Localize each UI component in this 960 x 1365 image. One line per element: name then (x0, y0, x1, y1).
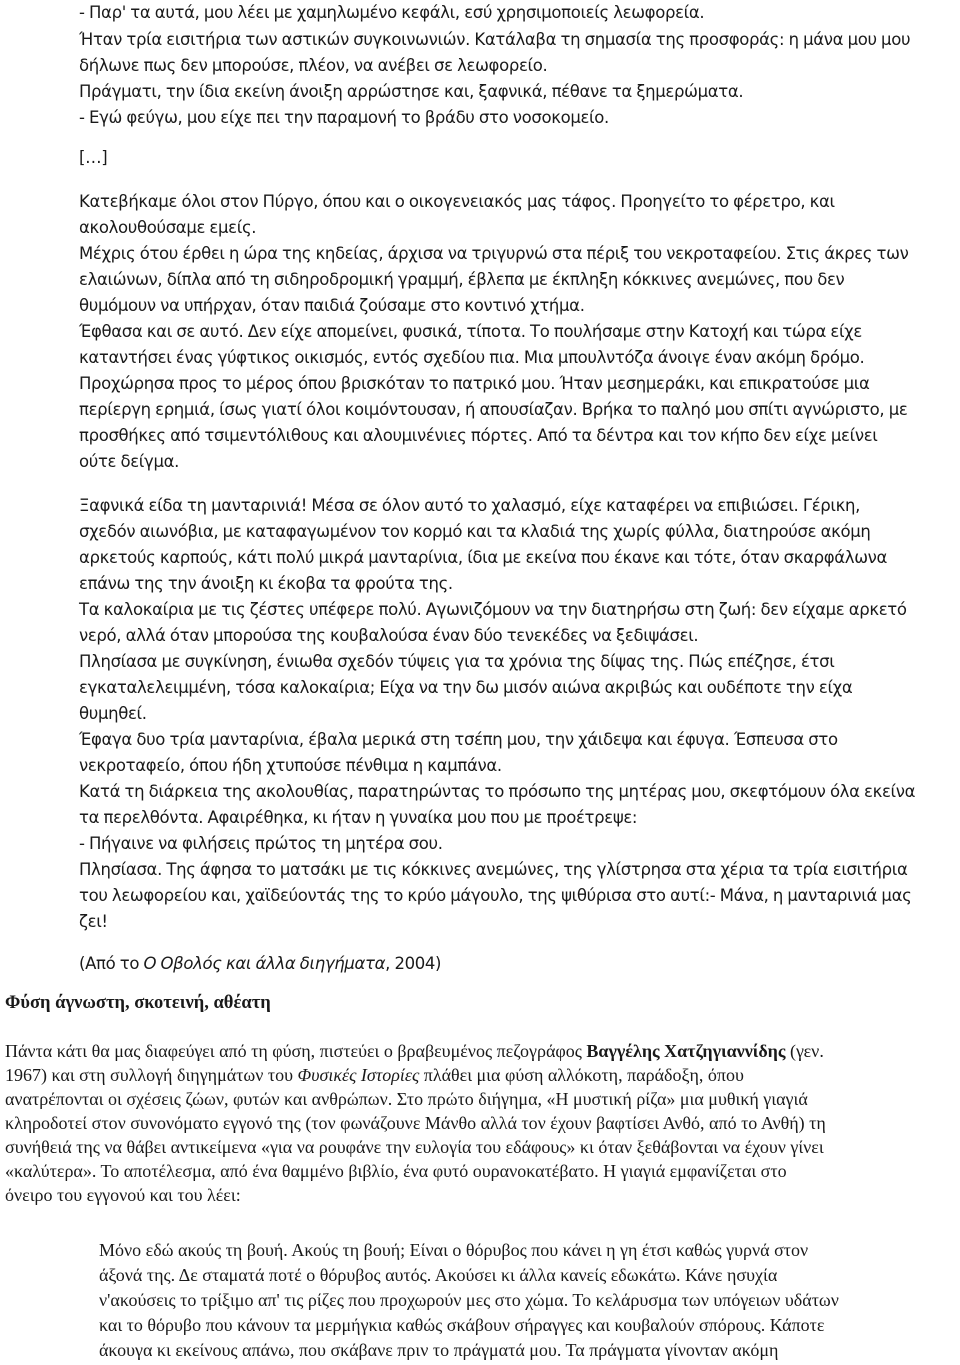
source-book-title: Ο Οβολός και άλλα διηγήματα (143, 954, 386, 973)
story-line: Κατά τη διάρκεια της ακολουθίας, παρατηρώντας το πρόσωπο της μητέρας μου, σκεφτόμουν όλα εκείνα (79, 782, 916, 801)
story-line: Έφαγα δυο τρία μανταρίνια, έβαλα μερικά στη τσέπη μου, την χάιδεψα και έφυγα. Έσπευσα στο (79, 730, 838, 749)
story-line: - Πήγαινε να φιλήσεις πρώτος τη μητέρα σου. (79, 834, 443, 853)
essay-line: συνήθειά της να θάβει αντικείμενα «για να ρουφάνε την ευλογία του εδάφους» κι όταν ξεθάβονται να έχουν γίνει (5, 1137, 824, 1157)
essay-line: ανατρέπονται οι σχέσεις ζώων, φυτών και ανθρώπων. Στο πρώτο διήγημα, «Η μυστική ρίζα» μια μυθική γιαγιά (5, 1089, 808, 1109)
essay-text: (γεν. (785, 1041, 824, 1061)
story-line: - Παρ' τα αυτά, μου λέει με χαμηλωμένο κεφάλι, εσύ χρησιμοποιείς λεωφορεία. (79, 3, 705, 22)
story-line: του λεωφορείου και, χαϊδεύοντάς της το κρύο μάγουλο, της ψιθύρισα στο αυτί:- Μάνα, η μανταρινιά μας (79, 886, 912, 905)
story-line: Προχώρησα προς το μέρος όπου βρισκόταν το πατρικό μου. Ήταν μεσημεράκι, και επικρατούσε μια (79, 374, 870, 393)
quote-line: ν'ακούσεις το τρίξιμο απ' τις ρίζες που προχωρούν μες στο χώμα. Το κελάρυσμα των υπόγειων υδάτων (99, 1290, 839, 1310)
collection-title: Φυσικές Ιστορίες (297, 1065, 420, 1085)
story-line: θυμόμουν να υπήρχαν, όταν παιδιά ζούσαμε στο κοντινό χτήμα. (79, 296, 585, 315)
story-line: ελαιώνων, δίπλα από τη σιδηροδρομική γραμμή, έβλεπα με έκπληξη κόκκινες ανεμώνες, που δεν (79, 270, 845, 289)
essay-line (5, 1041, 824, 1062)
story-line: επάνω της την άνοιξη κι έκοβα τα φρούτα της. (79, 574, 453, 593)
story-line: Πλησίασα. Της άφησα το ματσάκι με τις κόκκινες ανεμώνες, της γλίστρησα στα χέρια τα τρία εισιτήρια (79, 860, 908, 879)
quote-line: Μόνο εδώ ακούς τη βουή. Ακούς τη βουή; Είναι ο θόρυβος που κάνει η γη έτσι καθώς γυρνά στον (99, 1240, 809, 1260)
story-source (79, 954, 441, 973)
essay-text: πλάθει μια φύση αλλόκοτη, παράδοξη, όπου (419, 1065, 744, 1085)
story-line: σχεδόν αιωνόβια, με καταφαγωμένον τον κορμό και τα κλαδιά της χωρίς φύλλα, διατηρούσε ακόμη (79, 522, 871, 541)
story-line: Έφθασα και σε αυτό. Δεν είχε απομείνει, φυσικά, τίποτα. Το πουλήσαμε στην Κατοχή και τώρα είχε (79, 322, 862, 341)
story-line: νερό, αλλά όταν μπορούσα της κουβαλούσα έναν δύο τενεκέδες να ξεδιψάσει. (79, 626, 699, 645)
story-line: προσθήκες από τσιμεντόλιθους και αλουμινένιες πόρτες. Από τα δέντρα και τον κήπο δεν είχε μείνει (79, 426, 878, 445)
story-line: Τα καλοκαίρια με τις ζέστες υπέφερε πολύ. Αγωνιζόμουν να την διατηρήσω στη ζωή: δεν είχαμε αρκετό (79, 600, 907, 619)
essay-line: κληροδοτεί στον συνονόματο εγγονό της (τον φωνάζουνε Μάνθο αλλά τον έχουν βαφτίσει Ανθό, από το Ανθή) τη (5, 1113, 826, 1133)
story-line: Μέχρις ότου έρθει η ώρα της κηδείας, άρχισα να τριγυρνώ στα πέριξ του νεκροταφείου. Στις άκρες των (79, 244, 909, 263)
source-suffix: , 2004) (385, 954, 442, 973)
story-line: αρκετούς καρπούς, κάτι πολύ μικρά μανταρίνια, ίδια με εκείνα που έκανε και τότε, όταν σκαρφάλωνα (79, 548, 888, 567)
essay-line: «καλύτερα». Το αποτέλεσμα, από ένα θαμμένο βιβλίο, ένα φυτό ουρανοκατέβατο. Η γιαγιά εμφανίζεται στο (5, 1161, 787, 1181)
story-line: ούτε δείγμα. (79, 452, 180, 471)
story-line: περίεργη ερημιά, ίσως γιατί όλοι κοιμόντουσαν, ή απουσίαζαν. Βρήκα το παληό μου σπίτι αγνώριστο, με (79, 400, 908, 419)
story-line: Πλησίασα με συγκίνηση, ένιωθα σχεδόν τύψεις για τα χρόνια της δίψας της. Πώς επέζησε, έτσι (79, 652, 835, 671)
essay-line: όνειρο του εγγονού και του λέει: (5, 1185, 241, 1205)
essay-text: 1967) και στη συλλογή διηγημάτων του (5, 1065, 298, 1085)
author-name: Βαγγέλης Χατζηγιαννίδης (586, 1041, 786, 1061)
quote-line: άξονά της. Δε σταματά ποτέ ο θόρυβος αυτός. Ακούσει κι άλλα κανείς εδωκάτω. Κάνε ησυχία (99, 1265, 778, 1285)
story-line: - Εγώ φεύγω, μου είχε πει την παραμονή το βράδυ στο νοσοκομείο. (79, 108, 609, 127)
story-line: Ήταν τρία εισιτήρια των αστικών συγκοινωνιών. Κατάλαβα τη σημασία της προσφοράς: η μάνα μου μου (79, 30, 911, 49)
story-line: θυμηθεί. (79, 704, 147, 723)
story-line: εγκαταλελειμμένη, τόσα καλοκαίρια; Είχα να την δω μισόν αιώνα ακριβώς και ουδέποτε την είχα (79, 678, 853, 697)
story-line: δήλωνε πως δεν μπορούσε, πλέον, να ανέβει σε λεωφορείο. (79, 56, 548, 75)
quote-line: άκουγα κι εκείνους απάνω, που σκάβανε πριν το πράγματά μου. Τα πράγματα γίνονταν ακόμη (99, 1340, 779, 1360)
source-prefix: (Από το (79, 954, 144, 973)
story-line: νεκροταφείο, όπου ήδη χτυπούσε πένθιμα η καμπάνα. (79, 756, 502, 775)
quote-line: και το θόρυβο που κάνουν τα μερμήγκια καθώς σκάβουν σήραγγες και κουβαλούν σπόρους. Κάποτε (99, 1315, 825, 1335)
section-heading: Φύση άγνωστη, σκοτεινή, αθέατη (5, 993, 271, 1013)
story-line: ζει! (79, 912, 108, 931)
story-line: Πράγματι, την ίδια εκείνη άνοιξη αρρώστησε και, ξαφνικά, πέθανε τα ξημερώματα. (79, 82, 744, 101)
story-line: καταντήσει ένας γύφτικος οικισμός, εντός σχεδίου πια. Μια μπουλντόζα άνοιγε έναν ακόμη δρόμο. (79, 348, 865, 367)
story-line: τα περελθόντα. Αφαιρέθηκα, κι ήταν η γυναίκα μου που με προέτρεψε: (79, 808, 638, 827)
essay-text: Πάντα κάτι θα μας διαφεύγει από τη φύση, πιστεύει ο βραβευμένος πεζογράφος (5, 1041, 587, 1061)
story-ellipsis: […] (79, 148, 108, 167)
story-line: Ξαφνικά είδα τη μανταρινιά! Μέσα σε όλον αυτό το χαλασμό, είχε καταφέρει να επιβιώσει. Γέρικη, (79, 496, 860, 515)
story-line: ακολουθούσαμε εμείς. (79, 218, 257, 237)
essay-line (5, 1065, 744, 1086)
story-line: Κατεβήκαμε όλοι στον Πύργο, όπου και ο οικογενειακός μας τάφος. Προηγείτο το φέρετρο, και (79, 192, 835, 211)
